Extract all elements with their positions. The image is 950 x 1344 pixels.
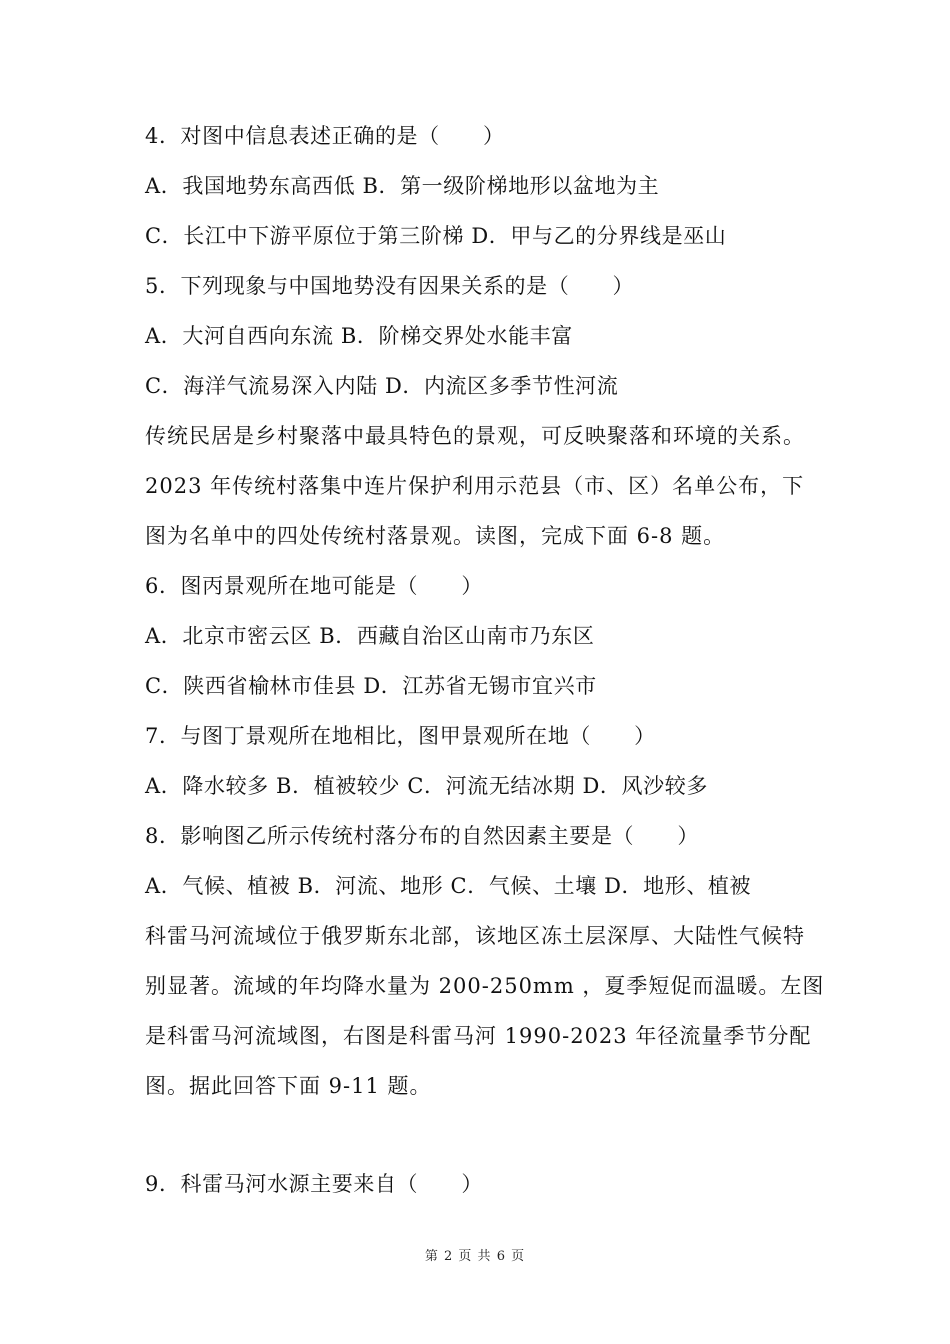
- question-4-options-cd: C．长江中下游平原位于第三阶梯 D．甲与乙的分界线是巫山: [145, 224, 727, 248]
- page-footer: 第 2 页 共 6 页: [424, 1249, 526, 1264]
- question-8-options: A．气候、植被 B．河流、地形 C．气候、土壤 D．地形、植被: [145, 874, 752, 898]
- question-4-stem: 4．对图中信息表述正确的是（ ）: [145, 124, 505, 148]
- question-9-stem: 9．科雷马河水源主要来自（ ）: [145, 1172, 483, 1196]
- passage-1-line-1: 传统民居是乡村聚落中最具特色的景观，可反映聚落和环境的关系。: [145, 424, 805, 448]
- question-6-stem: 6．图丙景观所在地可能是（ ）: [145, 574, 483, 598]
- question-7-stem: 7．与图丁景观所在地相比，图甲景观所在地（ ）: [145, 724, 656, 748]
- passage-2-line-4: 图。据此回答下面 9-11 题。: [145, 1074, 432, 1098]
- question-5-stem: 5．下列现象与中国地势没有因果关系的是（ ）: [145, 274, 635, 298]
- question-8-stem: 8．影响图乙所示传统村落分布的自然因素主要是（ ）: [145, 824, 699, 848]
- question-6-options-cd: C．陕西省榆林市佳县 D．江苏省无锡市宜兴市: [145, 674, 597, 698]
- passage-2-line-3: 是科雷马河流域图，右图是科雷马河 1990-2023 年径流量季节分配: [145, 1024, 812, 1048]
- question-5-options-cd: C．海洋气流易深入内陆 D．内流区多季节性河流: [145, 374, 619, 398]
- passage-2-line-2: 别显著。流域的年均降水量为 200-250mm ，夏季短促而温暖。左图: [145, 974, 825, 998]
- passage-1-line-2: 2023 年传统村落集中连片保护利用示范县（市、区）名单公布，下: [145, 474, 805, 498]
- passage-2-line-1: 科雷马河流域位于俄罗斯东北部，该地区冻土层深厚、大陆性气候特: [145, 924, 805, 948]
- question-4-options-ab: A．我国地势东高西低 B．第一级阶梯地形以盆地为主: [145, 174, 660, 198]
- passage-1-line-3: 图为名单中的四处传统村落景观。读图，完成下面 6-8 题。: [145, 524, 726, 548]
- question-6-options-ab: A．北京市密云区 B．西藏自治区山南市乃东区: [145, 624, 595, 648]
- question-7-options: A．降水较多 B．植被较少 C．河流无结冰期 D．风沙较多: [145, 774, 708, 798]
- question-5-options-ab: A．大河自西向东流 B．阶梯交界处水能丰富: [145, 324, 573, 348]
